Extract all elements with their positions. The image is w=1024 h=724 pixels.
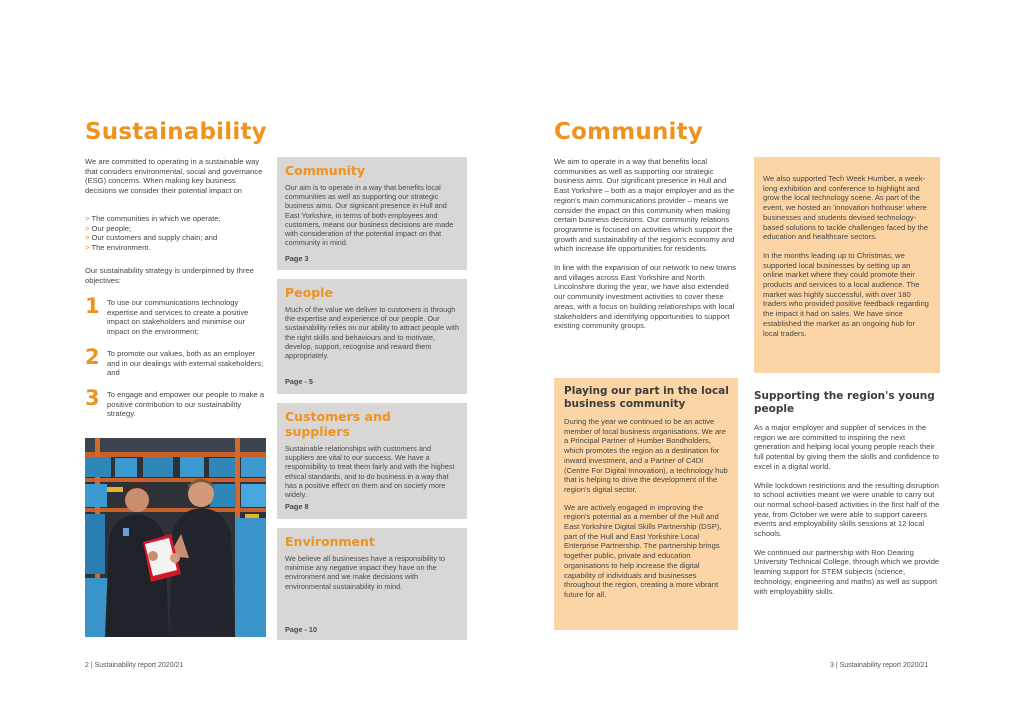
tech-week-box [754,157,940,373]
box-title: Community [285,163,366,178]
objective-1 [85,294,267,338]
box-title: Customers and suppliers [285,409,391,439]
list-item: > Our people; [85,223,132,233]
objective-3 [85,386,267,430]
right-page-title: Community [554,119,704,145]
page-link[interactable]: Page 3 [285,254,309,263]
stakeholder-list [85,214,265,253]
left-page-footer: 2 | Sustainability report 2020/21 [85,662,184,669]
box-title: People [285,285,333,300]
strategy-intro: Our sustainability strategy is underpinned by three objectives: [85,266,254,285]
page-link[interactable]: Page 8 [285,502,309,511]
box-body: Sustainable relationships with customers and suppliers are vital to our success. We have a responsibility to treat them fairly and with the highest ethical standards, and to do business in a way that has a positive effect on them and on society more widely. [285,444,455,500]
objective-text: To promote our values, both as an employer and in our dealings with external stakeholders; and [107,349,264,378]
warehouse-photo [85,438,266,637]
list-item: > The communities in which we operate; [85,214,221,223]
objective-number: 1 [85,294,100,318]
paragraph: We are actively engaged in improving the region's potential as a member of the Hull and East Yorkshire Digital Skills Partnership (DSP), part of the Hull and East Yorkshire Local Enterprise Partnership. The partnership brings together public, private and education organisations to help increase the digital capability of individuals and businesses throughout the region, creating a more vibrant future for all. [564,502,722,599]
objective-number: 2 [85,345,100,369]
summary-box-customers-suppliers [277,403,467,519]
page-link[interactable]: Page - 5 [285,377,313,386]
left-intro-text: We are committed to operating in a sustainable way that considers environmental, social and governance (ESG) concerns. When making key business decisions we consider their potential impact on [85,157,263,196]
objective-number: 3 [85,386,100,410]
left-page-title: Sustainability [85,119,267,145]
young-people-section [754,390,940,605]
paragraph: As a major employer and supplier of services in the region we are committed to inspiring the next generation and helping local young people reach their full potential by giving them the skills and confidence to excel in a digital world. [754,423,939,471]
community-intro-column [554,157,736,340]
box-title: Environment [285,534,375,549]
paragraph: In line with the expansion of our network to new towns and villages across East Yorkshire and North Lincolnshire during the year, we have also extended our community investment activities to cover these areas, with a focus on building relationships with local stakeholders and identifying opportunities to support existing community groups. [554,263,736,331]
list-item: > The environment. [85,243,151,253]
paragraph: In the months leading up to Christmas, we supported local businesses by setting up an online market where they could promote their products and services to a local audience. The market was highly successful, with over 180 traders who provided positive feedback regarding the impact it had on sales. We have since established the market as an ongoing hub for local traders. [763,250,929,338]
summary-box-people [277,279,467,394]
paragraph: We continued our partnership with Ron Dearing University Technical College, through which we provide learning support for STEM subjects (science, technology, engineering and maths) as well as support with employability skills. [754,547,940,596]
objective-text: To engage and empower our people to make a positive contribution to our sustainability strategy. [107,390,265,419]
right-page-footer: 3 | Sustainability report 2020/21 [830,662,929,669]
list-item: > Our customers and supply chain; and [85,233,218,243]
business-community-box [554,378,738,630]
box-body: Much of the value we deliver to customers is through the expertise and experience of our people. Our sustainability relies on our ability to attract people with the right skills and behaviours and to motivate, develop, support, recognise and reward them appropriately. [285,305,459,361]
section-heading: Playing our part in the local business community [564,385,729,410]
section-heading: Supporting the region's young people [754,390,935,415]
page-link[interactable]: Page - 10 [285,625,318,634]
objective-text: To use our communications technology expertise and services to create a positive impact on stakeholders and minimise our impact on the environment; [107,298,249,337]
objective-2 [85,345,267,389]
box-body: Our aim is to operate in a way that benefits local communities as well as supporting our strategic business aims. Our signicant presence in Hull and East Yorkshire, in terms of both employees and customers, means our business decisions are made with consideration of the potential impact on that community in mind. [285,183,454,248]
summary-box-environment [277,528,467,640]
paragraph: While lockdown restrictions and the resulting disruption to school activities meant we were unable to carry out our normal school-based activities in the first half of the year, from October we were able to support careers events and employability skills sessions at 12 local schools. [754,480,940,539]
paragraph: We aim to operate in a way that benefits local communities as well as supporting our strategic business aims. Our significant presence in Hull and East Yorkshire – both as a major employer and as the region's main communications provider – means we consider the impact on this community when making certain business decisions. Our community relations programme is focused on activities which support the growth and sustainability of the region's economy and which increase life opportunities for residents. [554,157,735,254]
paragraph: We also supported Tech Week Humber, a week-long exhibition and conference to highlight and grow the local technology scene. As part of the event, we hosted an 'innovation hothouse' where businesses and students devised technology-based solutions to tackle challenges faced by the education and healthcare sectors. [763,174,929,242]
summary-box-community [277,157,467,270]
paragraph: During the year we continued to be an active member of local business organisations. We are a Principal Partner of Humber Bondholders, which promotes the region as a destination for inward investment, and a Partner of C4DI (Centre For Digital Innovation), a technology hub that is helping to drive the development of the region's digital sector. [564,417,728,494]
box-body: We believe all businesses have a responsibility to minimise any negative impact they have on the environment and we make decisions with environmental sustainability in mind. [285,554,446,591]
